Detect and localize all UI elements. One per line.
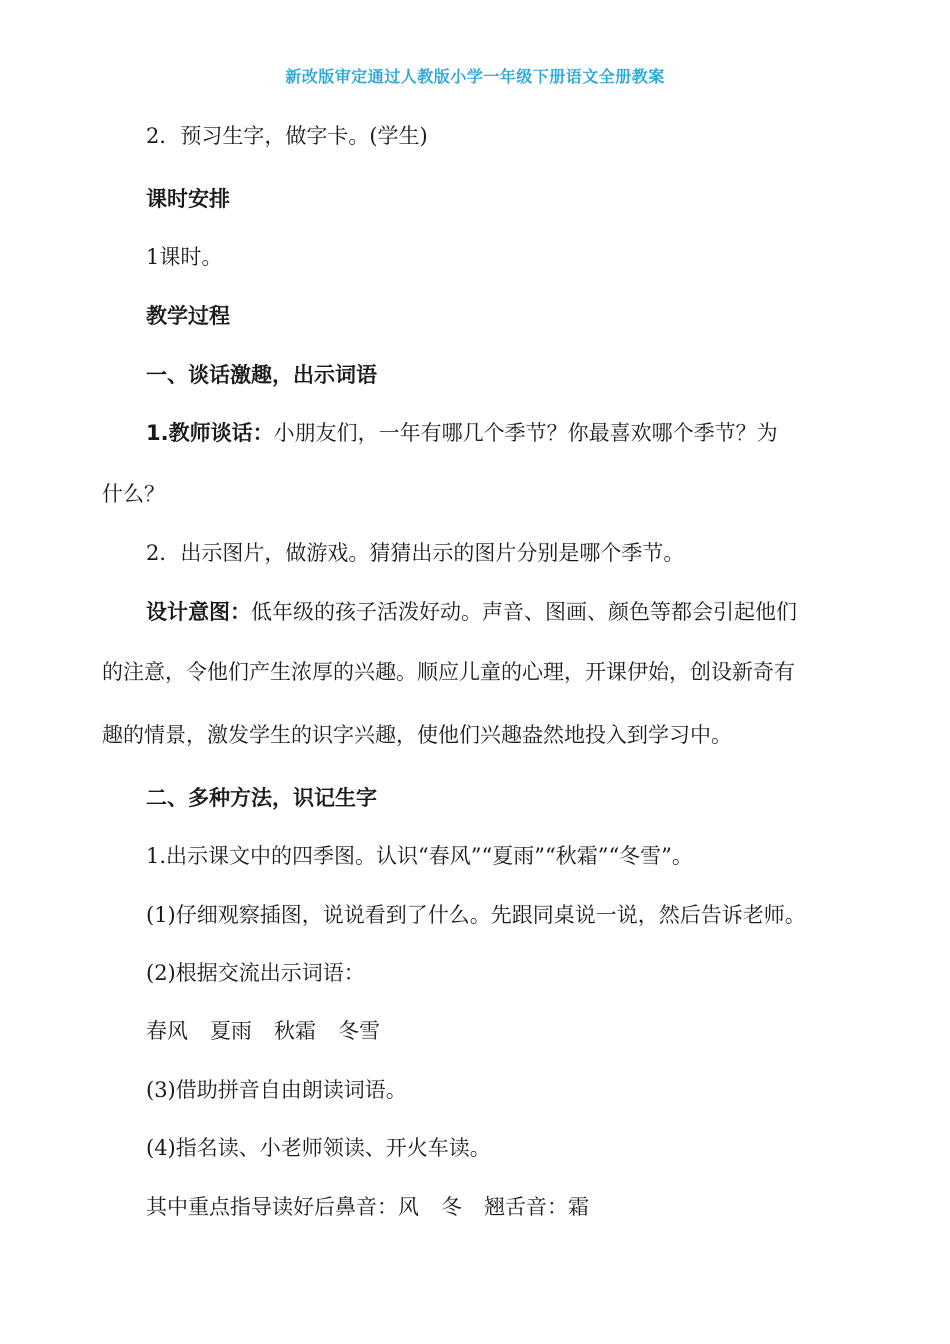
back-nasal-guidance: 其中重点指导读好后鼻音：风 xyxy=(146,1195,419,1219)
document-header-title: 新改版审定通过人教版小学一年级下册语文全册教案 xyxy=(285,67,665,86)
design-intent-text: 低年级的孩子活泼好动。声音、图画、颜色等都会引起他们 xyxy=(251,600,797,624)
schedule-text: 1课时。 xyxy=(146,245,223,269)
sub-item-2: (2)根据交流出示词语： xyxy=(146,961,365,985)
teacher-talk-continued: 什么？ xyxy=(102,482,165,506)
show-pictures-item: 2．出示图片，做游戏。猜猜出示的图片分别是哪个季节。 xyxy=(146,541,685,565)
prep-item-2: 2．预习生字，做字卡。(学生) xyxy=(146,124,428,148)
sub-item-1: (1)仔细观察插图，说说看到了什么。先跟同桌说一说，然后告诉老师。 xyxy=(146,903,806,927)
word-winter-snow: 冬雪 xyxy=(338,1019,380,1043)
section-heading-process: 教学过程 xyxy=(146,304,230,328)
step-heading-1: 一、谈话激趣，出示词语 xyxy=(146,363,377,387)
design-intent-line-2: 的注意，令他们产生浓厚的兴趣。顺应儿童的心理，开课伊始，创设新奇有 xyxy=(102,660,795,684)
word-autumn-frost: 秋霜 xyxy=(274,1019,316,1043)
paragraph-design-intent xyxy=(146,597,797,627)
teacher-talk-text: 小朋友们，一年有哪几个季节？你最喜欢哪个季节？为 xyxy=(273,421,778,445)
design-intent-line-3: 趣的情景，激发学生的识字兴趣，使他们兴趣盎然地投入到学习中。 xyxy=(102,723,732,747)
retroflex-guidance: 翘舌音：霜 xyxy=(484,1195,589,1219)
step-heading-2: 二、多种方法，识记生字 xyxy=(146,786,377,810)
teacher-talk-label: 1.教师谈话： xyxy=(146,421,274,445)
design-intent-label: 设计意图： xyxy=(146,600,251,624)
sub-item-3: (3)借助拼音自由朗读词语。 xyxy=(146,1078,407,1102)
pronunciation-guidance xyxy=(146,1192,589,1222)
section-heading-schedule: 课时安排 xyxy=(146,187,230,211)
word-summer-rain: 夏雨 xyxy=(210,1019,252,1043)
word-spring-wind: 春风 xyxy=(146,1019,188,1043)
show-seasons-item: 1.出示课文中的四季图。认识“春风”“夏雨”“秋霜”“冬雪”。 xyxy=(146,844,693,868)
word-list xyxy=(146,1016,380,1046)
back-nasal-example: 冬 xyxy=(441,1195,462,1219)
sub-item-4: (4)指名读、小老师领读、开火车读。 xyxy=(146,1136,491,1160)
paragraph-teacher-talk xyxy=(146,418,778,448)
